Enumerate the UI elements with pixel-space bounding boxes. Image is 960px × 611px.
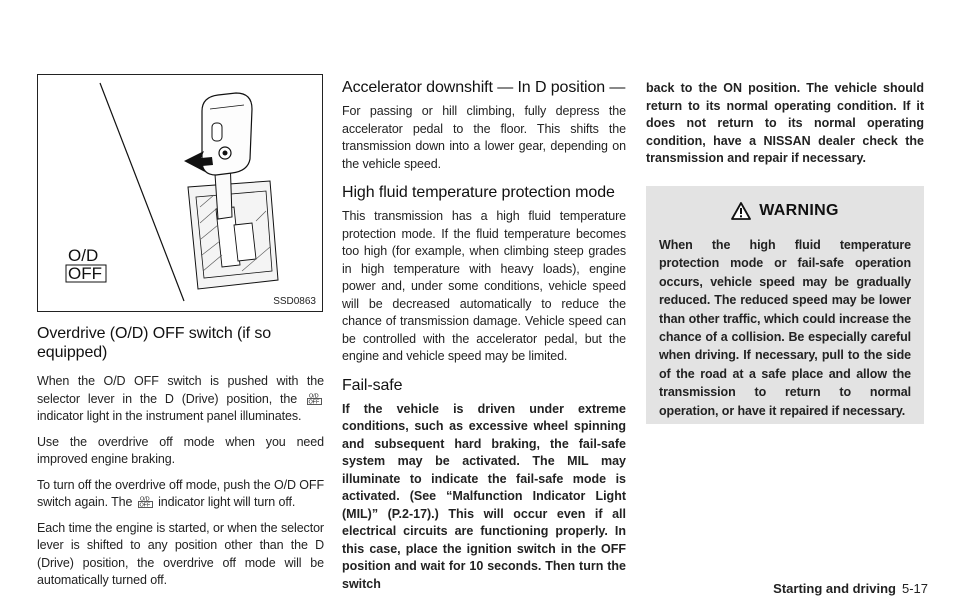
shift-lever-illustration <box>38 75 324 313</box>
od-off-indicator-icon <box>306 392 323 405</box>
column-2 <box>342 78 626 593</box>
warning-box <box>646 186 924 424</box>
figure-code: SSD0863 <box>273 296 316 307</box>
warning-body <box>659 236 911 420</box>
warning-triangle-icon <box>731 202 751 220</box>
high-fluid-temp-paragraph: This transmission has a high fluid temperature protection mode. If the fluid temperature becomes too high (for example, when climbing steep grades in high temperature with heavy loads), engine power and, under some conditions, vehicle speed will be decreased automatically to reduce the chance of transmission damage. Vehicle speed can be controlled with the accelerator pedal, but the engine and vehicle speed may be limited. <box>342 209 626 363</box>
warning-header <box>646 198 924 224</box>
svg-text:OFF: OFF <box>308 399 320 405</box>
od-switch-figure <box>37 74 323 312</box>
footer-section: Starting and driving <box>773 581 896 596</box>
fail-safe-paragraph: If the vehicle is driven under extreme conditions, such as excessive wheel spinning and subsequent hard braking, the fail-safe system may be activated. The MIL may illuminate to indicate the fail-safe mode is activated. (See “Malfunction Indicator Light (MIL)” (P.2-17).) This will occur even if all electrical circuits are functioning properly. In this case, place the ignition switch in the OFF position and wait for 10 seconds. Then turn the switch <box>342 401 626 591</box>
warning-text: When the high fluid temperature protection mode or fail-safe operation occurs, vehicle speed may be gradually reduced. The reduced speed may be lower than other traffic, which could increase the chance of a collision. Be especially careful when driving. If necessary, pull to the side of the road at a safe place and allow the transmission to return to normal operation, or have it repaired if necessary. <box>659 238 911 418</box>
fail-safe-continued-paragraph: back to the ON position. The vehicle should return to its normal operating condition. If it does not return to its normal operating condition, have a NISSAN dealer check the transmission and repair if necessary. <box>646 81 924 165</box>
svg-text:OFF: OFF <box>139 502 150 508</box>
overdrive-paragraph-1: When the O/D OFF switch is pushed with the selector lever in the D (Drive) position, the O/D OFF indicator light in the instrument panel illuminates. <box>37 374 324 423</box>
overdrive-paragraph-2: Use the overdrive off mode when you need improved engine braking. <box>37 434 324 466</box>
page-footer <box>773 581 928 596</box>
warning-title: WARNING <box>759 202 839 219</box>
svg-text:O/D: O/D <box>139 496 150 503</box>
od-label-line2: OFF <box>68 264 102 283</box>
column-1 <box>37 324 324 590</box>
od-off-indicator-icon <box>137 495 154 508</box>
overdrive-heading: Overdrive (O/D) OFF switch (if so equipped) <box>37 325 272 361</box>
accelerator-downshift-paragraph: For passing or hill climbing, fully depress the accelerator pedal to the floor. This shifts the transmission down into a lower gear, depending on the vehicle speed. <box>342 104 626 171</box>
overdrive-paragraph-3: To turn off the overdrive off mode, push the O/D OFF switch again. The O/D OFF indicator light will turn off. <box>37 477 324 509</box>
page-number: 5-17 <box>901 581 928 596</box>
overdrive-paragraph-4: Each time the engine is started, or when the selector lever is shifted to any position other than the D (Drive) position, the overdrive off mode will be automatically turned off. <box>37 520 324 587</box>
fail-safe-heading: Fail-safe <box>342 376 403 394</box>
accelerator-downshift-heading: Accelerator downshift — In D position — <box>342 79 626 96</box>
high-fluid-temp-heading: High fluid temperature protection mode <box>342 184 615 201</box>
column-3 <box>646 80 924 168</box>
od-label-line1: O/D <box>68 246 99 265</box>
svg-text:O/D: O/D <box>309 393 319 399</box>
